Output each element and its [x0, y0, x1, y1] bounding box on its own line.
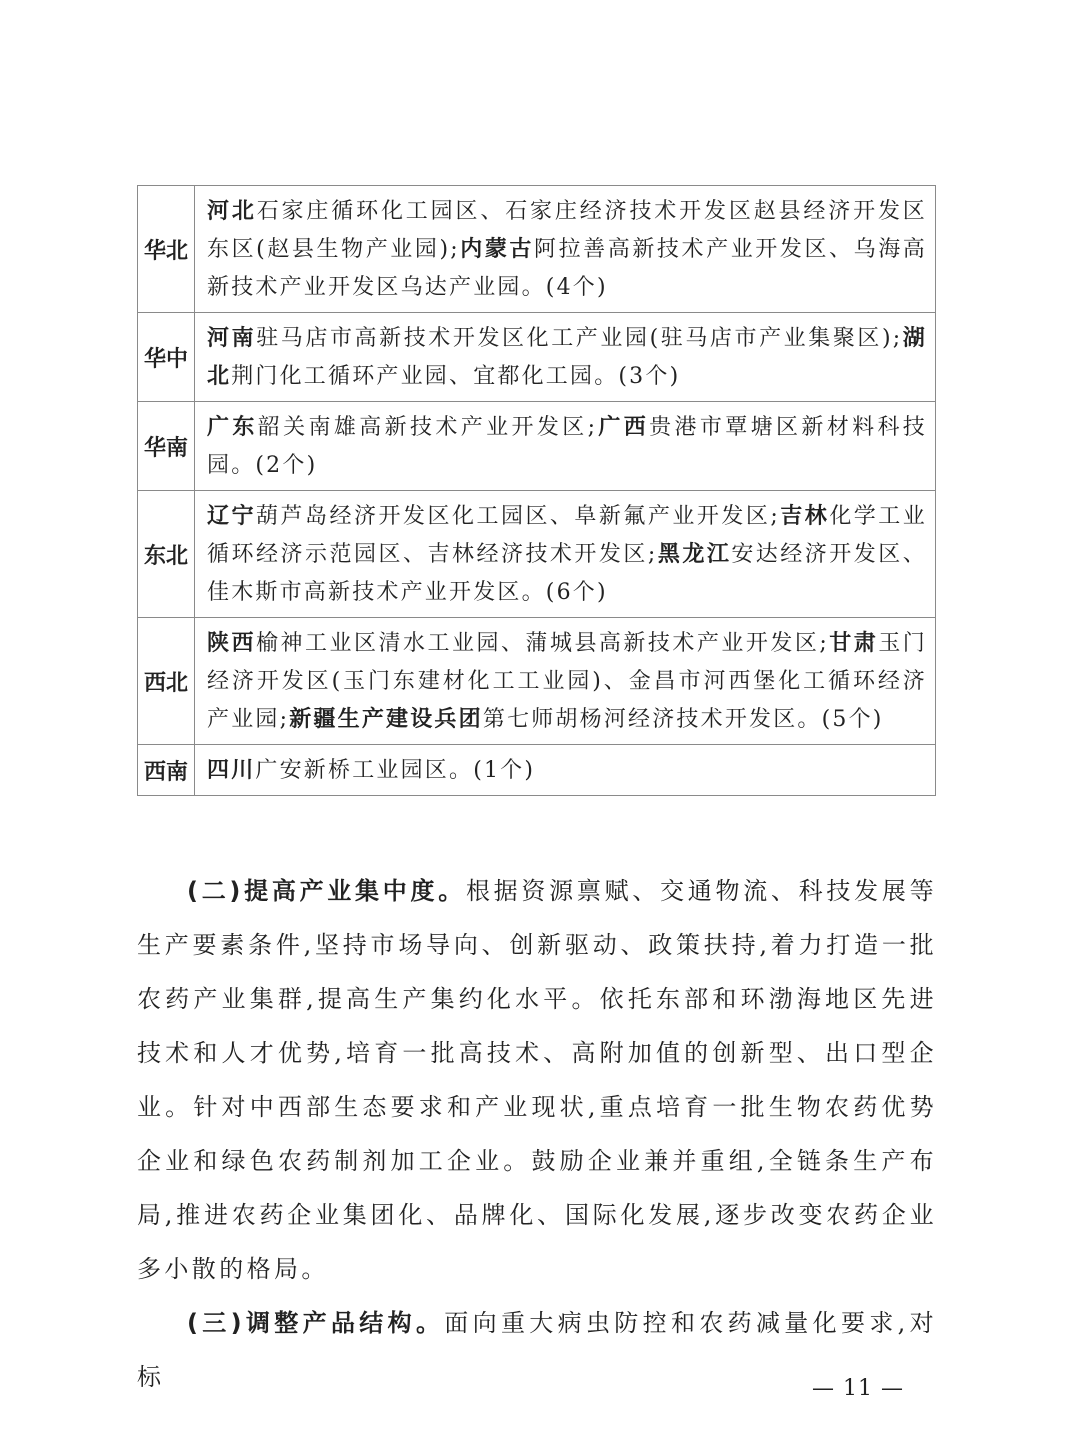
province-name: 黑龙江 — [657, 542, 732, 567]
paragraph-industry-concentration — [137, 864, 937, 1296]
table-body — [138, 186, 936, 796]
parks-text: 贵港市覃塘区新材料科技园。(2个) — [207, 415, 928, 478]
province-name: 四川 — [207, 758, 256, 783]
parks-cell — [195, 313, 936, 402]
province-name: 陕西 — [207, 631, 256, 656]
parks-cell — [195, 402, 936, 491]
parks-text: 玉门经济开发区(玉门东建材化工工业园)、金昌市河西堡化工循环经济产业园; — [207, 631, 928, 732]
region-cell: 华中 — [138, 313, 195, 402]
province-name: 河南 — [207, 326, 257, 351]
parks-text: 化学工业循环经济示范园区、吉林经济技术开发区; — [207, 504, 927, 567]
parks-cell — [195, 491, 936, 618]
region-cell: 东北 — [138, 491, 195, 618]
province-name: 吉林 — [780, 504, 830, 529]
parks-text: 安达经济开发区、佳木斯市高新技术产业开发区。(6个) — [207, 542, 927, 605]
parks-text: 驻马店市高新技术开发区化工产业园(驻马店市产业集聚区); — [256, 326, 903, 351]
table-row — [138, 313, 936, 402]
parks-cell — [195, 618, 936, 745]
industrial-parks-table — [137, 185, 936, 796]
parks-cell — [195, 186, 936, 313]
paragraph-heading: (三)调整产品结构。 — [187, 1309, 445, 1337]
province-name: 湖北 — [207, 326, 928, 389]
parks-text: 榆神工业区清水工业园、蒲城县高新技术产业开发区; — [256, 631, 830, 656]
province-name: 内蒙古 — [459, 237, 534, 262]
region-cell: 西南 — [138, 745, 195, 796]
parks-text: 广安新桥工业园区。(1个) — [255, 758, 536, 783]
parks-text: 阿拉善高新技术产业开发区、乌海高新技术产业开发区乌达产业园。(4个) — [207, 237, 927, 300]
region-cell: 西北 — [138, 618, 195, 745]
table-row — [138, 745, 936, 796]
region-cell: 华北 — [138, 186, 195, 313]
province-name: 广西 — [597, 415, 650, 440]
region-cell: 华南 — [138, 402, 195, 491]
province-name: 辽宁 — [207, 504, 256, 529]
parks-text: 第七师胡杨河经济技术开发区。(5个) — [482, 707, 884, 732]
paragraph-body: 面向重大病虫防控和农药减量化要求,对标 — [137, 1309, 938, 1391]
paragraph-body: 根据资源禀赋、交通物流、科技发展等生产要素条件,坚持市场导向、创新驱动、政策扶持,着力打造一批农药产业集群,提高生产集约化水平。依托东部和环渤海地区先进技术和人才优势,培育一批高技术、高附加值的创新型、出口型企业。针对中西部生态要求和产业现状,重点培育一批生物农药优势企业和绿色农药制剂加工企业。鼓励企业兼并重组,全链条生产布局,推进农药企业集团化、品牌化、国际化发展,逐步改变农药企业多小散的格局。 — [137, 877, 937, 1283]
parks-text: 韶关南雄高新技术产业开发区; — [257, 415, 598, 440]
province-name: 河北 — [207, 199, 257, 224]
parks-text: 荆门化工循环产业园、宜都化工园。(3个) — [231, 364, 681, 389]
parks-text: 石家庄循环化工园区、石家庄经济技术开发区赵县经济开发区东区(赵县生物产业园); — [207, 199, 927, 262]
province-name: 广东 — [207, 415, 258, 440]
table-row — [138, 618, 936, 745]
parks-cell — [195, 745, 936, 796]
province-name: 甘肃 — [829, 631, 879, 656]
table-row — [138, 491, 936, 618]
page-number: — 11 — — [812, 1376, 904, 1401]
table-row — [138, 402, 936, 491]
table-row — [138, 186, 936, 313]
province-name: 新疆生产建设兵团 — [289, 707, 483, 732]
paragraph-heading: (二)提高产业集中度。 — [187, 877, 466, 905]
parks-text: 葫芦岛经济开发区化工园区、阜新氟产业开发区; — [256, 504, 781, 529]
